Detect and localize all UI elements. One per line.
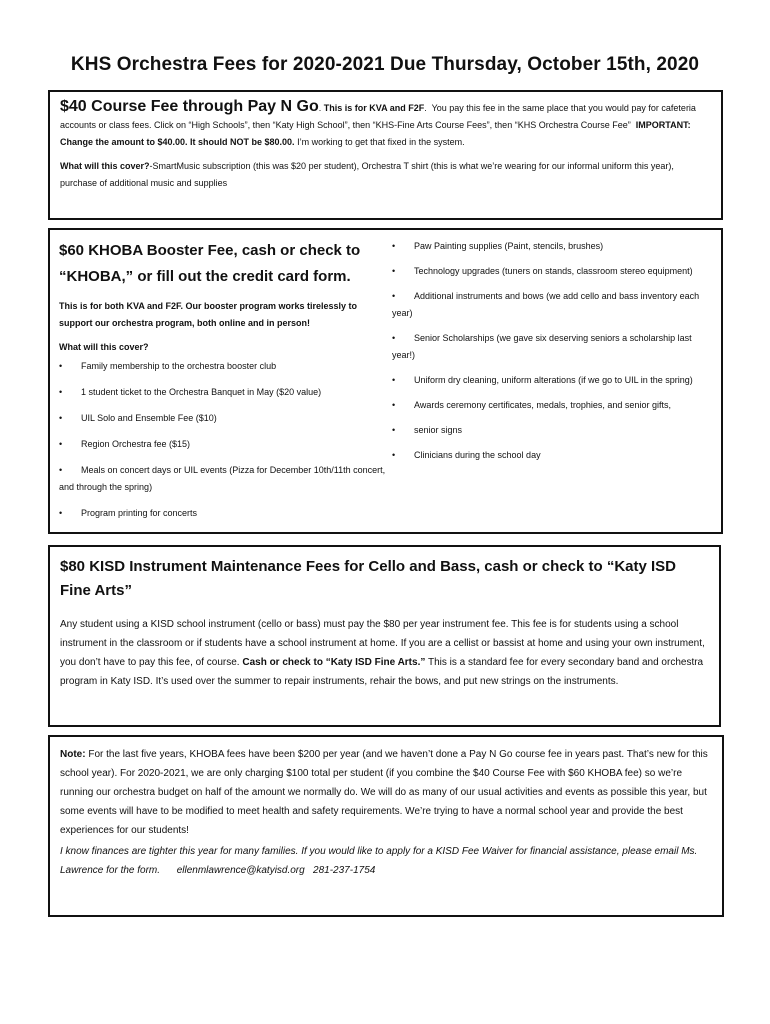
- booster-cover-label: What will this cover?: [59, 342, 149, 352]
- note-paragraph: [60, 745, 712, 840]
- kisd-fee-text-end: This is a standard fee for every secondary band and orchestra program in Katy ISD. It’s used over the summer to repair instruments, rehair the bows, and put new strings on the instruments.: [60, 657, 704, 687]
- page-title: KHS Orchestra Fees for 2020-2021 Due Thursday, October 15th, 2020: [70, 54, 700, 75]
- bullet-icon: •: [59, 387, 63, 397]
- kisd-fee-payment: Cash or check to “Katy ISD Fine Arts.”: [242, 657, 426, 668]
- course-fee-cover-label: What will this cover?: [60, 161, 150, 171]
- contact-email: ellenmlawrence@katyisd.org: [176, 865, 305, 876]
- booster-left-item-text: 1 student ticket to the Orchestra Banquet in May ($20 value): [81, 387, 322, 397]
- booster-right-item-text: Paw Painting supplies (Paint, stencils, brushes): [414, 241, 604, 251]
- note-section: [48, 735, 724, 917]
- booster-right-item-text: Technology upgrades (tuners on stands, classroom stereo equipment): [414, 266, 693, 276]
- course-fee-heading: $40 Course Fee through Pay N Go: [60, 98, 319, 115]
- booster-right-item-text: Awards ceremony certificates, medals, trophies, and senior gifts,: [414, 400, 671, 410]
- fee-waiver-text: I know finances are tighter this year for many families. If you would like to apply for a KISD Fee Waiver for financial assistance, please email Ms. Lawrence for the form.: [60, 846, 698, 876]
- list-item: [392, 422, 717, 439]
- course-fee-cover: [60, 158, 711, 192]
- list-item: [59, 462, 389, 496]
- course-fee-important: IMPORTANT: Change the amount to $40.00. It should NOT be $80.00.: [60, 120, 691, 147]
- bullet-icon: •: [392, 375, 396, 385]
- booster-left-list: [59, 358, 389, 522]
- booster-fee-section: [48, 228, 723, 534]
- booster-left-item-text: Region Orchestra fee ($15): [81, 439, 191, 449]
- kisd-fee-paragraph: [60, 615, 709, 691]
- bullet-icon: •: [392, 400, 396, 410]
- bullet-icon: •: [392, 425, 396, 435]
- bullet-icon: •: [59, 508, 63, 518]
- list-item: [392, 288, 717, 322]
- list-item: [392, 238, 717, 255]
- booster-left-item-text: UIL Solo and Ensemble Fee ($10): [81, 413, 217, 423]
- booster-left-item-text: Family membership to the orchestra booster club: [81, 361, 277, 371]
- booster-left-item-text: Program printing for concerts: [81, 508, 198, 518]
- list-item: [392, 372, 717, 389]
- course-fee-audience: This is for KVA and F2F: [323, 103, 425, 113]
- booster-fee-description: This is for both KVA and F2F. Our booster program works tirelessly to support our orchestra program, both online and in person!: [59, 301, 358, 328]
- list-item: [392, 447, 717, 464]
- booster-left-column: [59, 238, 389, 531]
- note-text: For the last five years, KHOBA fees have been $200 per year (and we haven’t done a Pay N Go course fee in years past. That’s new for this school year). For 2020-2021, we are only charging $100 total per student (if you combine the $40 Course Fee with $60 KHOBA fee) so we’re running our orchestra budget on half of the amount we normally do. We will do as many of our usual activities and events as possible this year, but some events will have to be modified to meet health and safety requirements. We’re trying to have a normal school year and provide the best experiences for our students!: [60, 749, 708, 836]
- list-item: [392, 263, 717, 280]
- bullet-icon: •: [392, 266, 396, 276]
- list-item: [59, 358, 389, 375]
- bullet-icon: •: [392, 291, 396, 301]
- contact-phone: 281-237-1754: [313, 865, 376, 876]
- list-item: [59, 384, 389, 401]
- booster-right-item-text: Clinicians during the school day: [414, 450, 541, 460]
- list-item: [392, 330, 717, 364]
- booster-right-list: [392, 238, 717, 464]
- bullet-icon: •: [392, 450, 396, 460]
- course-fee-note: I’m working to get that fixed in the system.: [297, 137, 465, 147]
- kisd-fee-text: Any student using a KISD school instrument (cello or bass) must pay the $80 per year instrument fee. This fee is for students using a school instrument in the classroom or if students have a school instrument at home. If you are a cellist or bassist at home and using your own instrument, you don’t have to pay this fee, of course.: [60, 619, 705, 668]
- bullet-icon: •: [59, 439, 63, 449]
- bullet-icon: •: [59, 361, 63, 371]
- course-fee-instructions: You pay this fee in the same place that you would pay for cafeteria accounts or class fees. Click on “High Schools”, then “Katy High School”, then “KHS-Fine Arts Course Fees”, then “KHS Orchestra Course Fee”: [60, 103, 696, 130]
- course-fee-paragraph: $40 Course Fee through Pay N Go. This is for KVA and F2F. You pay this fee in the same place that you would pay for cafeteria accounts or class fees. Click on “High Schools”, then “Katy High School”, then “KHS-Fine Arts Course Fees”, then “KHS Orchestra Course Fee” IMPORTANT: Change the amount to $40.00. It should NOT be $80.00. I’m working to get that fixed in the system.: [60, 98, 696, 147]
- bullet-icon: •: [59, 413, 63, 423]
- booster-fee-heading: $60 KHOBA Booster Fee, cash or check to “KHOBA,” or fill out the credit card form.: [59, 242, 361, 285]
- course-fee-section: [48, 90, 723, 220]
- course-fee-cover-text: -SmartMusic subscription (this was $20 per student), Orchestra T shirt (this is what we’re wearing for our informal uniform this year), purchase of additional music and supplies: [60, 161, 674, 188]
- booster-right-item-text: Additional instruments and bows (we add cello and bass inventory each year): [392, 291, 700, 318]
- list-item: [59, 410, 389, 427]
- list-item: [392, 397, 717, 414]
- list-item: [59, 436, 389, 453]
- bullet-icon: •: [392, 241, 396, 251]
- bullet-icon: •: [392, 333, 396, 343]
- kisd-fee-heading: $80 KISD Instrument Maintenance Fees for Cello and Bass, cash or check to “Katy ISD Fine Arts”: [60, 558, 677, 599]
- fee-waiver-paragraph: [60, 842, 712, 880]
- list-item: [59, 505, 389, 522]
- booster-right-item-text: Senior Scholarships (we gave six deserving seniors a scholarship last year!): [392, 333, 692, 360]
- booster-right-item-text: Uniform dry cleaning, uniform alterations (if we go to UIL in the spring): [414, 375, 693, 385]
- booster-right-item-text: senior signs: [414, 425, 463, 435]
- booster-left-item-text: Meals on concert days or UIL events (Pizza for December 10th/11th concert, and through the spring): [59, 465, 386, 492]
- note-label: Note:: [60, 749, 86, 760]
- bullet-icon: •: [59, 465, 63, 475]
- booster-right-column: [392, 238, 717, 472]
- kisd-fee-section: [48, 545, 721, 727]
